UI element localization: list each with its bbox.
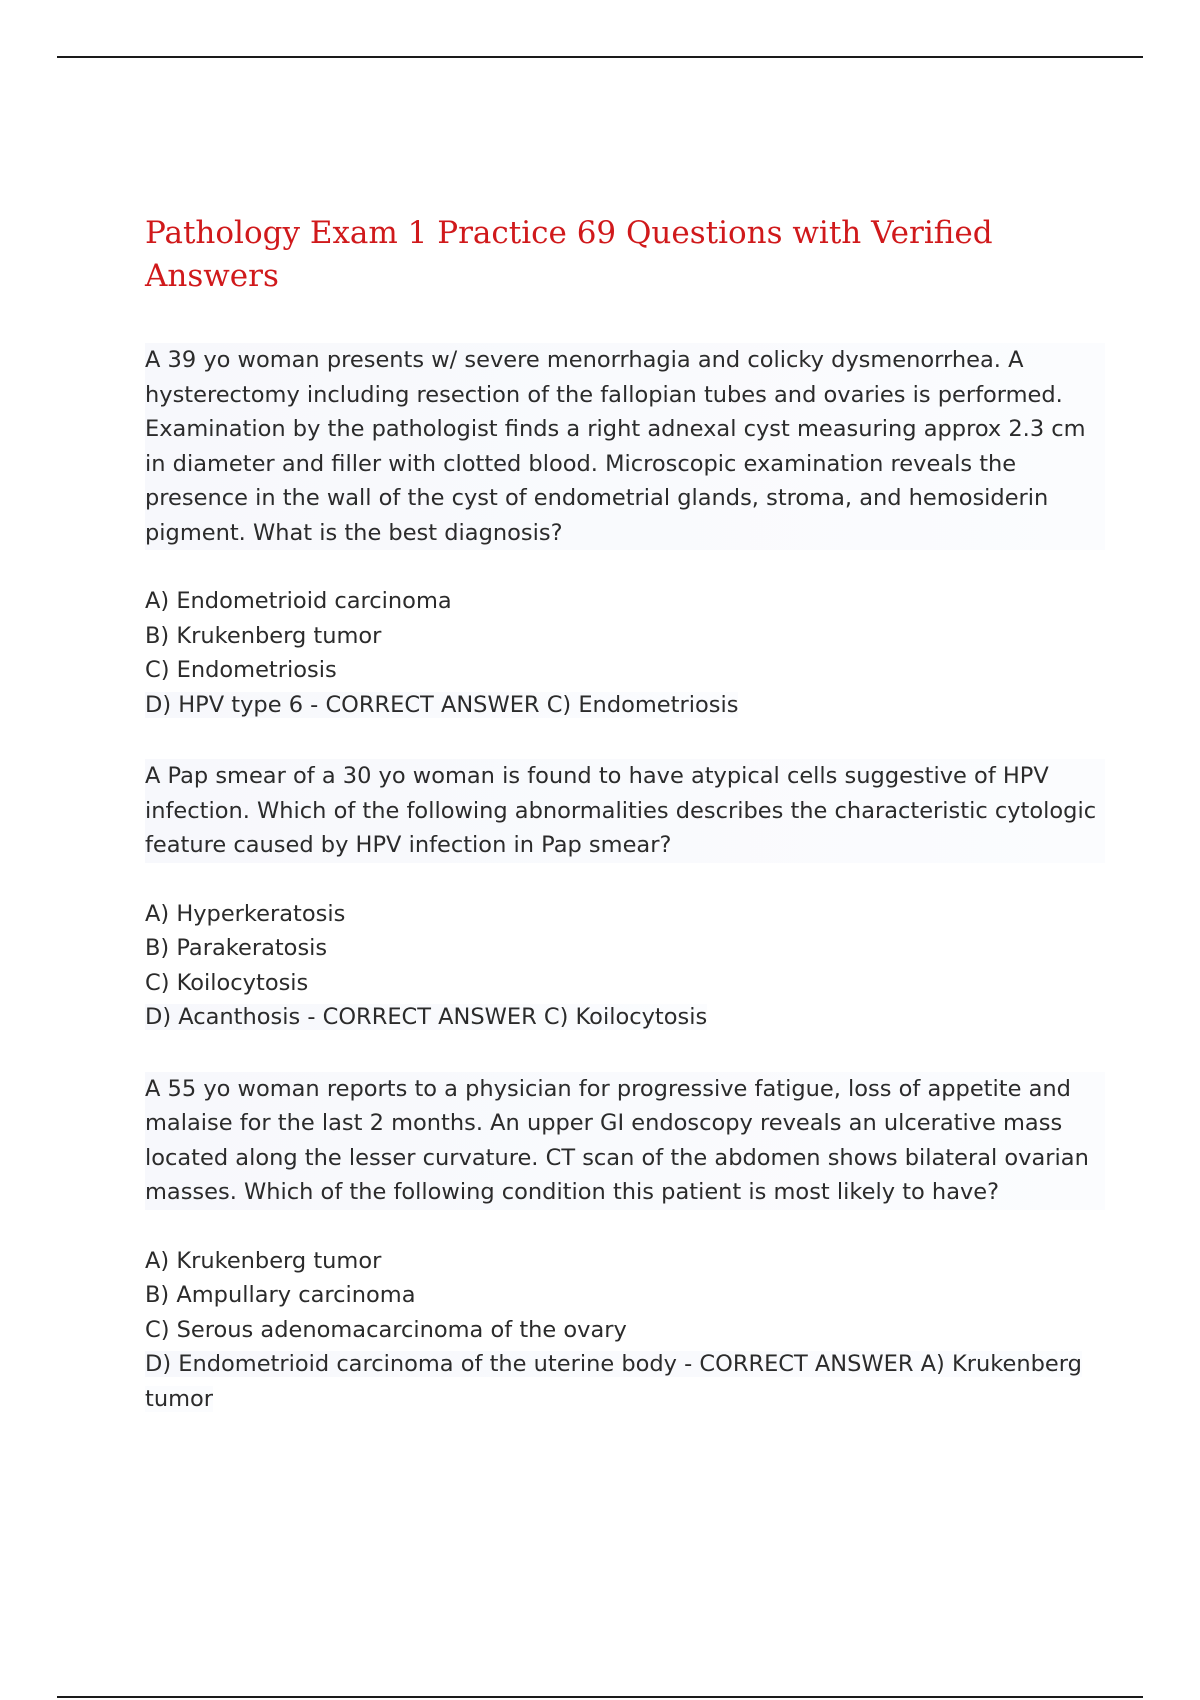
document-body [145,212,1105,1453]
option-item: C) Koilocytosis [145,969,309,996]
option-item: A) Endometrioid carcinoma [145,588,452,614]
option-item-with-answer: D) Endometrioid carcinoma of the uterine body - CORRECT ANSWER A) Krukenberg tumor [145,1351,1082,1412]
option-item: A) Hyperkeratosis [145,900,346,927]
question-stem: A 55 yo woman reports to a physician for progressive fatigue, loss of appetite and malaise for the last 2 months. An upper GI endoscopy reveals an ulcerative mass located along the lesser curvature. CT scan of the abdomen shows bilateral ovarian masses. Which of the following condition this patient is most likely to have? [145,1072,1105,1210]
option-item-with-answer: D) Acanthosis - CORRECT ANSWER C) Koilocytosis [145,1004,708,1030]
question-block [145,1072,1105,1417]
answer-options [145,584,1105,722]
question-stem: A Pap smear of a 30 yo woman is found to have atypical cells suggestive of HPV infection. Which of the following abnormalities describes the characteristic cytologic feature caused by HPV infection in Pap smear? [145,759,1105,863]
option-item: B) Krukenberg tumor [145,622,382,649]
answer-options [145,1244,1105,1417]
document-title: Pathology Exam 1 Practice 69 Questions with Verified Answers [145,215,993,294]
option-item-with-answer: D) HPV type 6 - CORRECT ANSWER C) Endometriosis [145,691,739,718]
footer-rule [57,1696,1143,1698]
answer-options [145,897,1105,1035]
option-item: C) Serous adenomacarcinoma of the ovary [145,1316,627,1343]
question-stem: A 39 yo woman presents w/ severe menorrhagia and colicky dysmenorrhea. A hysterectomy including resection of the fallopian tubes and ovaries is performed. Examination by the pathologist finds a right adnexal cyst measuring approx 2.3 cm in diameter and filler with clotted blood. Microscopic examination reveals the presence in the wall of the cyst of endometrial glands, stroma, and hemosiderin pigment. What is the best diagnosis? [145,343,1105,550]
question-block [145,759,1105,1035]
header-rule [57,56,1143,58]
question-block [145,343,1105,722]
option-item: A) Krukenberg tumor [145,1247,382,1274]
option-item: B) Ampullary carcinoma [145,1282,416,1308]
option-item: B) Parakeratosis [145,935,328,961]
option-item: C) Endometriosis [145,657,337,683]
